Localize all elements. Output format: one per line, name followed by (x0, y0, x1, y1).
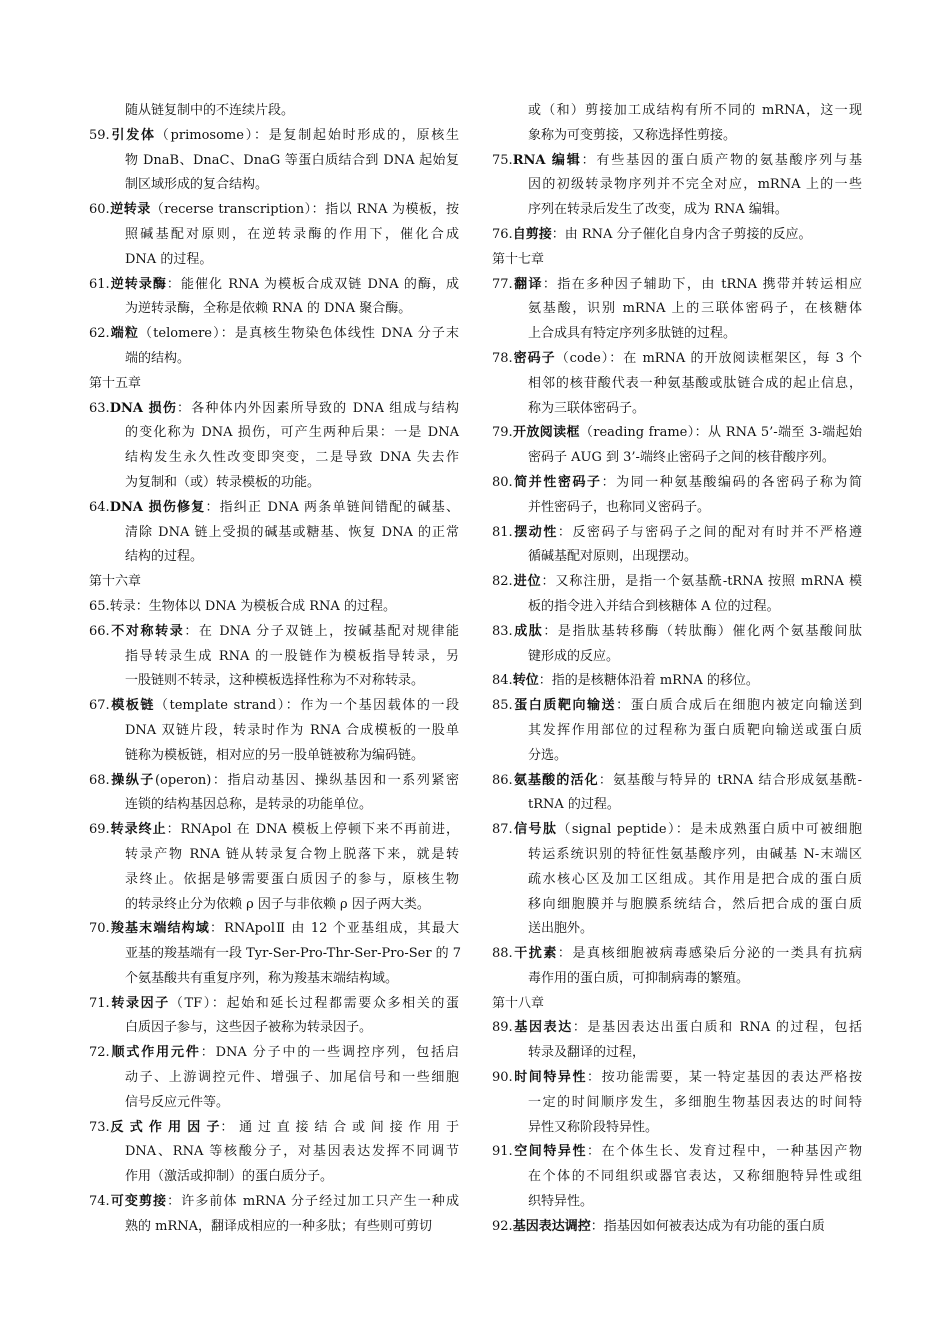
entry-term: RNA 编辑 (512, 152, 582, 168)
chapter-heading: 第十六章 (89, 574, 142, 590)
entry-text: ：指纠正 DNA 两条单链间错配的碱基、 (205, 499, 459, 515)
entry-continuation-line: 送出胞外。 (528, 921, 594, 937)
entry-text: （TF）：起始和延长过程都需要众多相关的蛋 (169, 995, 459, 1011)
entry-first-line (492, 1215, 862, 1240)
entry-first-line (89, 322, 459, 347)
entry-first-line (492, 223, 862, 248)
entry-continuation-line: 疏水核心区及加工区组成。其作用是把合成的蛋白质 (528, 871, 862, 887)
entry-number: 77. (492, 276, 513, 292)
entry-continuation-line: 键形成的反应。 (528, 648, 620, 664)
entry-first-line (492, 669, 862, 694)
glossary-entry (492, 694, 862, 768)
entry-first-line (492, 1140, 862, 1165)
entry-text: ：能催化 RNA 为模板合成双链 DNA 的酶，成 (166, 276, 459, 292)
entry-continuation-line: 结构的过程。 (125, 549, 204, 565)
entry-continuation-line: 物 DnaB、DnaC、DnaG 等蛋白质结合到 DNA 起始复 (125, 152, 459, 168)
entry-number: 91. (492, 1144, 513, 1160)
entry-text: （telomere）：是真核生物染色体线性 DNA 分子末 (139, 326, 459, 342)
entry-term: DNA 损伤 (109, 400, 178, 416)
glossary-entry (492, 223, 862, 248)
entry-term: 不对称转录 (109, 623, 185, 639)
entry-continuation-line: 一股链则不转录，这种模板选择性称为不对称转录。 (125, 673, 425, 689)
glossary-entry (89, 397, 459, 496)
entry-continuation-line: 上合成具有特定序列多肽链的过程。 (528, 326, 737, 342)
glossary-entry (89, 694, 459, 768)
entry-first-line (89, 595, 459, 620)
entry-term: DNA 损伤修复 (109, 499, 206, 515)
entry-term: 氨基酸的活化 (512, 772, 599, 788)
entry-text: （primosome）：是复制起始时形成的，原核生 (155, 127, 459, 143)
entry-first-line (89, 917, 459, 942)
glossary-entry (89, 496, 459, 570)
entry-continuation-line: DNA 双链片段，转录时作为 RNA 合成模板的一股单 (125, 722, 459, 738)
entry-text: ：是真核细胞被病毒感染后分泌的一类具有抗病 (557, 946, 862, 962)
entry-continuation-line: 相邻的核苷酸代表一种氨基酸或肽链合成的起止信息， (528, 375, 862, 391)
entry-continuation-line: 指导转录生成 RNA 的一股链作为模板指导转录，另 (125, 648, 459, 664)
entry-continuation-line: 毒作用的蛋白质，可抑制病毒的繁殖。 (528, 970, 750, 986)
entry-first-line (492, 694, 862, 719)
entry-first-line (89, 1116, 459, 1141)
entry-first-line (492, 1066, 862, 1091)
entry-term: 进位 (512, 574, 542, 590)
entry-continuation-line: 氨基酸，识别 mRNA 上的三联体密码子，在核糖体 (528, 301, 862, 317)
left-column (89, 99, 462, 1240)
entry-first-line (492, 521, 862, 546)
entry-term: 简并性密码子 (512, 474, 602, 490)
glossary-entry (89, 620, 459, 694)
entry-continuation-line: 端的结构。 (125, 350, 191, 366)
glossary-entry (492, 769, 862, 819)
entry-number: 90. (492, 1070, 513, 1086)
entry-first-line (492, 471, 862, 496)
glossary-entry (492, 273, 862, 347)
glossary-entry (89, 917, 462, 991)
entry-continuation-line: tRNA 的过程。 (528, 797, 620, 813)
entry-text: ：又称注册，是指一个氨基酰-tRNA 按照 mRNA 模 (541, 574, 862, 590)
entry-number: 70. (89, 921, 110, 937)
entry-continuation-line: 照碱基配对原则，在逆转录酶的作用下，催化合成 (125, 226, 459, 242)
entry-continuation-line: 个氨基酸共有重复序列，称为羧基末端结构域。 (125, 970, 399, 986)
entry-continuation-line: 的变化称为 DNA 损伤，可产生两种后果：一是 DNA (125, 425, 459, 441)
entry-continuation-line: 白质因子参与，这些因子被称为转录因子。 (125, 1020, 373, 1036)
entry-first-line (89, 992, 459, 1017)
glossary-entry (492, 1066, 862, 1140)
entry-continuation-line: 随从链复制中的不连续片段。 (125, 103, 295, 118)
entry-term: 转位 (512, 673, 539, 689)
entry-term: 干扰素 (512, 946, 558, 962)
entry-term: 模板链 (109, 698, 155, 714)
entry-continuation-line: 分选。 (528, 747, 568, 763)
entry-text: ：指在多种因子辅助下，由 tRNA 携带并转运相应 (542, 276, 862, 292)
entry-continuation-line: 链称为模板链，相对应的另一股单链被称为编码链。 (125, 747, 425, 763)
entry-continuation-line: 的转录终止分为依赖 ρ 因子与非依赖 ρ 因子两大类。 (125, 896, 430, 912)
entry-number: 78. (492, 350, 513, 366)
entry-continuation-line: 转录及翻译的过程， (528, 1045, 646, 1061)
entry-first-line (89, 620, 459, 645)
entry-continuation-line: 为复制和（或）转录模板的功能。 (125, 474, 321, 490)
entry-term: 操纵子 (109, 772, 155, 788)
glossary-entry (89, 273, 459, 323)
entry-continuation-line: DNA 的过程。 (125, 251, 213, 267)
entry-first-line (89, 694, 459, 719)
glossary-entry (89, 818, 459, 917)
entry-continuation-line: 密码子 AUG 到 3’-端终止密码子之间的核苷酸序列。 (528, 450, 835, 466)
entry-continuation-line: 并性密码子，也称同义密码子。 (528, 499, 711, 515)
glossary-entry (89, 595, 459, 620)
entry-number: 71. (89, 995, 110, 1011)
glossary-entry (89, 769, 459, 819)
glossary-entry (89, 1116, 459, 1190)
entry-continuation-line: 结构发生永久性改变即突变，二是导致 DNA 失去作 (125, 450, 459, 466)
glossary-entry (89, 198, 459, 272)
entry-text: ：反密码子与密码子之间的配对有时并不严格遵 (557, 524, 862, 540)
entry-number: 60. (89, 202, 110, 218)
entry-text: ：RNApol 在 DNA 模板上停顿下来不再前进， (166, 822, 459, 838)
entry-continuation-line: 为逆转录酶，全称是依赖 RNA 的 DNA 聚合酶。 (125, 301, 412, 317)
entry-first-line (492, 347, 862, 372)
entry-term: 基因表达调控 (512, 1218, 591, 1234)
glossary-entry (492, 149, 862, 223)
chapter-heading: 第十五章 (89, 375, 142, 391)
entry-term: 转录因子 (109, 995, 170, 1011)
entry-number: 68. (89, 772, 110, 788)
entry-continuation-line: 序列在转录后发生了改变，成为 RNA 编辑。 (528, 202, 788, 218)
entry-text: ：指的是核糖体沿着 mRNA 的移位。 (538, 673, 759, 689)
entry-term: 蛋白质靶向输送 (512, 698, 617, 714)
entry-text: ：各种体内外因素所导致的 DNA 组成与结构 (177, 400, 459, 416)
entry-continuation-line: 熟的 mRNA，翻译成相应的一种多肽；有些则可剪切 (125, 1218, 433, 1234)
entry-first-line (89, 124, 459, 149)
glossary-entry (492, 521, 862, 571)
entry-first-line (89, 1190, 459, 1215)
entry-number: 76. (492, 226, 513, 242)
glossary-entry (492, 669, 862, 694)
glossary-entry (492, 421, 862, 471)
entry-term: 端粒 (109, 326, 140, 342)
entry-text: ：为同一种氨基酸编码的各密码子称为简 (601, 474, 862, 490)
entry-first-line (492, 570, 862, 595)
entry-term: 引发体 (109, 127, 156, 143)
entry-first-line (89, 1041, 459, 1066)
entry-text: ：蛋白质合成后在细胞内被定向输送到 (616, 698, 862, 714)
entry-continuation-line: 板的指令进入并结合到核糖体 A 位的过程。 (528, 598, 780, 614)
entry-number: 65. (89, 598, 110, 614)
entry-continuation-line: 在个体的不同组织或器官表达，又称细胞特异性或组 (528, 1169, 862, 1185)
entry-number: 73. (89, 1119, 110, 1135)
entry-first-line (492, 149, 862, 174)
entry-number: 64. (89, 499, 110, 515)
right-column (492, 99, 862, 1240)
entry-text: ：有些基因的蛋白质产物的氨基酸序列与基 (581, 152, 862, 168)
entry-continuation-line: 作用（激活或抑制）的蛋白质分子。 (125, 1169, 334, 1185)
glossary-entry (492, 942, 862, 992)
entry-continuation-line: 转录产物 RNA 链从转录复合物上脱落下来，就是转 (125, 846, 459, 862)
entry-continuation-line: DNA、RNA 等核酸分子，对基因表达发挥不同调节 (125, 1144, 459, 1160)
entry-number: 87. (492, 822, 513, 838)
entry-first-line (492, 769, 862, 794)
entry-first-line (492, 1016, 862, 1041)
entry-term: 基因表达 (512, 1020, 573, 1036)
entry-number: 83. (492, 623, 513, 639)
entry-continuation-line: 循碱基配对原则，出现摆动。 (528, 549, 698, 565)
entry-text: 转录：生物体以 DNA 为模板合成 RNA 的过程。 (109, 598, 396, 614)
entry-number: 89. (492, 1020, 513, 1036)
entry-continuation-line: 动子、上游调控元件、增强子、加尾信号和一些细胞 (125, 1070, 459, 1086)
chapter-heading: 第十八章 (492, 995, 545, 1011)
entry-first-line (492, 942, 862, 967)
entry-number: 82. (492, 574, 513, 590)
glossary-entry (492, 818, 862, 942)
entry-term: 密码子 (512, 350, 556, 366)
entry-first-line (89, 273, 459, 298)
entry-term: 翻译 (512, 276, 543, 292)
entry-text: ：是指肽基转移酶（转肽酶）催化两个氨基酸间肽 (543, 623, 862, 639)
entry-continuation-line: 转运系统识别的特征性氨基酸序列，由碱基 N-末端区 (528, 846, 862, 862)
entry-number: 63. (89, 400, 110, 416)
entry-term: 逆转录 (109, 202, 151, 218)
entry-text: ：氨基酸与特异的 tRNA 结合形成氨基酰- (598, 772, 862, 788)
entry-term: 摆动性 (512, 524, 558, 540)
entry-number: 80. (492, 474, 513, 490)
entry-term: 可变剪接 (109, 1194, 168, 1210)
entry-number: 92. (492, 1218, 513, 1234)
entry-number: 79. (492, 425, 513, 441)
entry-first-line (492, 421, 862, 446)
entry-text: (operon)：指启动基因、操纵基因和一系列紧密 (154, 772, 459, 788)
glossary-entry (492, 570, 862, 620)
entry-number: 86. (492, 772, 513, 788)
glossary-entry (89, 124, 459, 198)
entry-text: ：DNA 分子中的一些调控序列，包括启 (200, 1045, 459, 1061)
entry-text: ：在个体生长、发育过程中，一种基因产物 (587, 1144, 862, 1160)
entry-first-line (89, 397, 459, 422)
entry-term: 转录终止 (109, 822, 167, 838)
entry-term: 反 式 作 用 因 子 (109, 1119, 221, 1135)
entry-text: ：指基因如何被表达成为有功能的蛋白质 (590, 1218, 825, 1234)
entry-first-line (492, 273, 862, 298)
entry-number: 62. (89, 326, 110, 342)
entry-text: （reading frame）：从 RNA 5’-端至 3-端起始 (579, 425, 862, 441)
entry-number: 59. (89, 127, 110, 143)
glossary-entry (89, 322, 459, 372)
entry-number: 88. (492, 946, 513, 962)
glossary-entry (492, 471, 862, 521)
entry-text: ：许多前体 mRNA 分子经过加工只产生一种成 (167, 1194, 459, 1210)
entry-term: 顺式作用元件 (109, 1045, 201, 1061)
entry-first-line (89, 496, 459, 521)
entry-text: ：是基因表达出蛋白质和 RNA 的过程，包括 (572, 1020, 862, 1036)
entry-number: 85. (492, 698, 513, 714)
entry-number: 66. (89, 623, 110, 639)
entry-number: 75. (492, 152, 513, 168)
glossary-entry (89, 1190, 459, 1240)
entry-text: ：由 RNA 分子催化自身内含子剪接的反应。 (551, 226, 812, 242)
entry-text: （recerse transcription）：指以 RNA 为模板，按 (150, 202, 459, 218)
entry-continuation-line: 其发挥作用部位的过程称为蛋白质靶向输送或蛋白质 (528, 722, 862, 738)
entry-text: （template strand）：作为一个基因载体的一段 (154, 698, 459, 714)
entry-term: 羧基末端结构域 (109, 921, 210, 937)
glossary-entry (492, 347, 862, 421)
entry-continuation-line: 录终止。依据是够需要蛋白质因子的参与，原核生物 (125, 871, 459, 887)
entry-first-line (89, 769, 459, 794)
glossary-entry (89, 992, 459, 1042)
entry-number: 84. (492, 673, 513, 689)
entry-number: 81. (492, 524, 513, 540)
entry-text: ：按功能需要，某一特定基因的表达严格按 (587, 1070, 862, 1086)
glossary-entry (492, 1016, 862, 1066)
glossary-entry (89, 1041, 459, 1115)
entry-continuation-line: 一定的时间顺序发生，多细胞生物基因表达的时间特 (528, 1094, 862, 1110)
entry-term: 信号肽 (512, 822, 558, 838)
chapter-heading: 第十七章 (492, 251, 545, 267)
glossary-entry (492, 620, 862, 670)
entry-first-line (89, 818, 459, 843)
entry-term: 空间特异性 (512, 1144, 588, 1160)
entry-continuation-line: 象称为可变剪接，又称选择性剪接。 (528, 127, 737, 143)
entry-text: ： 通 过 直 接 结 合 或 间 接 作 用 于 (220, 1119, 459, 1135)
entry-term: 成肽 (512, 623, 544, 639)
entry-text: （code）：在 mRNA 的开放阅读框架区，每 3 个 (555, 350, 862, 366)
entry-continuation-line: 信号反应元件等。 (125, 1094, 230, 1110)
entry-continuation-line: 因的初级转录物序列并不完全对应，mRNA 上的一些 (528, 177, 862, 193)
entry-number: 74. (89, 1194, 110, 1210)
entry-text: （signal peptide）：是未成熟蛋白质中可被细胞 (557, 822, 862, 838)
entry-continuation-line: 连锁的结构基因总称，是转录的功能单位。 (125, 797, 373, 813)
entry-number: 61. (89, 276, 110, 292)
entry-first-line (492, 818, 862, 843)
entry-continuation-line: 移向细胞膜并与胞膜系统结合，然后把合成的蛋白质 (528, 896, 862, 912)
entry-first-line (492, 620, 862, 645)
entry-continuation-line: 制区域形成的复合结构。 (125, 177, 269, 193)
entry-continuation-line: 亚基的羧基端有一段 Tyr-Ser-Pro-Thr-Ser-Pro-Ser 的 7 (125, 946, 462, 962)
entry-continuation-line: 清除 DNA 链上受损的碱基或糖基、恢复 DNA 的正常 (125, 524, 459, 540)
entry-term: 自剪接 (512, 226, 552, 242)
entry-first-line (89, 198, 459, 223)
glossary-entry (492, 1215, 862, 1240)
entry-term: 逆转录酶 (109, 276, 167, 292)
entry-number: 72. (89, 1045, 110, 1061)
glossary-entry (492, 1140, 862, 1214)
entry-continuation-line: 或（和）剪接加工成结构有所不同的 mRNA，这一现 (528, 103, 862, 118)
entry-term: 时间特异性 (512, 1070, 588, 1086)
entry-text: ：在 DNA 分子双链上，按碱基配对规律能 (184, 623, 459, 639)
entry-continuation-line: 织特异性。 (528, 1194, 594, 1210)
entry-text: ：RNApolⅡ 由 12 个亚基组成，其最大 (209, 921, 459, 937)
entry-term: 开放阅读框 (512, 425, 580, 441)
entry-continuation-line: 称为三联体密码子。 (528, 400, 646, 416)
entry-number: 69. (89, 822, 110, 838)
entry-continuation-line: 异性又称阶段特异性。 (528, 1119, 659, 1135)
entry-number: 67. (89, 698, 110, 714)
